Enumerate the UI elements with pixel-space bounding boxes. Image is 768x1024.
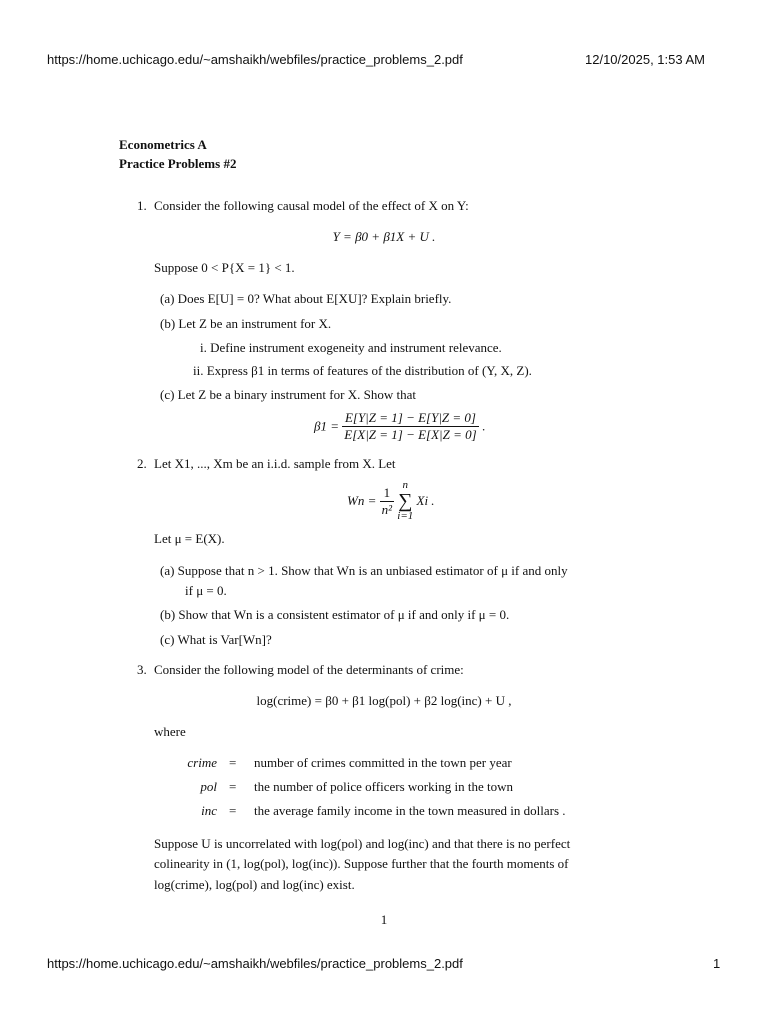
footer-page-number: 1 [713, 956, 721, 971]
problem-3-para-line2: colinearity in (1, log(pol), log(inc)). Suppose further that the fourth moments of [154, 856, 569, 871]
problem-2-intro: Let X1, ..., Xm be an i.i.d. sample from X. Let [154, 456, 396, 471]
problem-3-intro: Consider the following model of the determinants of crime: [154, 662, 464, 677]
problem-1-intro: Consider the following causal model of the effect of X on Y: [154, 198, 469, 213]
problem-1-number: 1. [137, 198, 147, 213]
fraction [342, 410, 478, 443]
wn-rhs: Xi . [416, 493, 435, 508]
problem-2a-cont: if μ = 0. [185, 583, 227, 598]
course-title: Econometrics A [119, 137, 207, 152]
wn-denominator: n² [381, 501, 393, 517]
page-number: 1 [380, 912, 388, 927]
fraction-denominator: E[X|Z = 1] − E[X|Z = 0] [344, 427, 477, 442]
problem-1-equation: Y = β0 + β1X + U . [332, 229, 436, 244]
problem-1b-i: i. Define instrument exogeneity and instrument relevance. [200, 340, 502, 355]
problem-1b: (b) Let Z be an instrument for X. [160, 316, 332, 331]
footer-url: https://home.uchicago.edu/~amshaikh/webfiles/practice_problems_2.pdf [47, 956, 463, 971]
def-equals: = [229, 779, 237, 794]
header-datetime: 12/10/2025, 1:53 AM [585, 52, 705, 67]
def-equals: = [229, 755, 237, 770]
def-term: inc [201, 803, 217, 818]
wn-fraction [380, 485, 394, 518]
def-term: crime [187, 755, 217, 770]
def-term: pol [200, 779, 217, 794]
problem-3-para-line1: Suppose U is uncorrelated with log(pol) and log(inc) and that there is no perfect [154, 836, 571, 851]
problem-3-where: where [154, 724, 186, 739]
problem-3-number: 3. [137, 662, 147, 677]
sigma-icon: ∑ [398, 490, 413, 512]
wn-numerator: 1 [380, 485, 394, 502]
problem-2a: (a) Suppose that n > 1. Show that Wn is an unbiased estimator of μ if and only [160, 563, 568, 578]
problem-2-number: 2. [137, 456, 147, 471]
wn-lhs: Wn = [347, 493, 377, 508]
page-title: Practice Problems #2 [119, 156, 237, 171]
sum-lower: i=1 [397, 510, 414, 522]
def-equals: = [229, 803, 237, 818]
fraction-end: . [481, 418, 486, 434]
problem-2b: (b) Show that Wn is a consistent estimator of μ if and only if μ = 0. [160, 607, 510, 622]
problem-2-equation [347, 480, 435, 522]
header-url: https://home.uchicago.edu/~amshaikh/webfiles/practice_problems_2.pdf [47, 52, 463, 67]
problem-2c: (c) What is Var[Wn]? [160, 632, 272, 647]
summation [397, 480, 413, 522]
def-desc: the average family income in the town measured in dollars . [254, 803, 566, 818]
fraction-numerator: E[Y|Z = 1] − E[Y|Z = 0] [342, 410, 478, 427]
sum-upper: n [402, 479, 408, 491]
problem-3-equation: log(crime) = β0 + β1 log(pol) + β2 log(inc) + U , [256, 693, 512, 708]
def-desc: the number of police officers working in the town [254, 779, 513, 794]
problem-1c-fraction [314, 410, 485, 443]
def-desc: number of crimes committed in the town per year [254, 755, 512, 770]
problem-1a: (a) Does E[U] = 0? What about E[XU]? Explain briefly. [160, 291, 452, 306]
problem-1c: (c) Let Z be a binary instrument for X. Show that [160, 387, 416, 402]
problem-2-mu: Let μ = E(X). [154, 531, 225, 546]
problem-1b-ii: ii. Express β1 in terms of features of the distribution of (Y, X, Z). [193, 363, 532, 378]
fraction-lhs: β1 = [314, 418, 339, 434]
problem-1-suppose: Suppose 0 < P{X = 1} < 1. [154, 260, 295, 275]
problem-3-para-line3: log(crime), log(pol) and log(inc) exist. [154, 877, 355, 892]
